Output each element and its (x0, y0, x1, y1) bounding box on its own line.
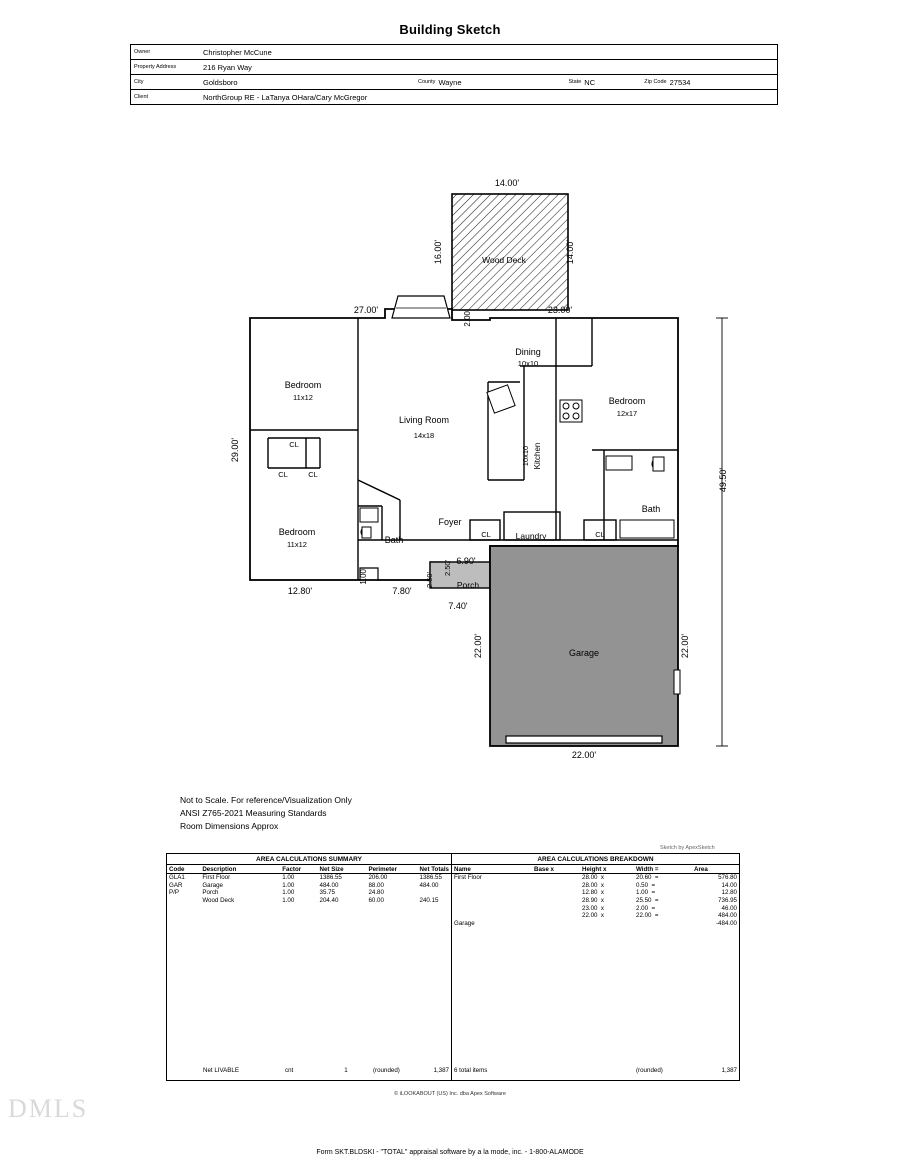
county-value: Wayne (438, 77, 462, 87)
room-label-bedroom-1: Bedroom (284, 380, 322, 390)
cell-perimeter: 88.00 (368, 881, 384, 889)
copyright-notice: © iLOOKABOUT (US) Inc. dba Apex Software (394, 1091, 506, 1097)
breakdown-table (452, 865, 739, 927)
cell-factor: 1.00 (282, 897, 295, 905)
breakdown-caption: AREA CALCULATIONS BREAKDOWN (452, 854, 739, 865)
col-area: Area (692, 865, 739, 874)
cell-net-size: 1386.55 (319, 874, 342, 882)
cell-description: Porch (202, 889, 219, 897)
room-label-foyer: Foyer (438, 517, 462, 527)
cell-width: 20.60 = (636, 874, 659, 882)
dim-top-right: 23.00' (547, 305, 573, 315)
cell-width: 1.00 = (636, 889, 656, 897)
table-row (452, 874, 739, 882)
cell-height: 28.00 x (582, 881, 605, 889)
room-label-bedroom-3: Bedroom (608, 396, 646, 406)
cell-area: 484.00 (718, 912, 737, 920)
table-row (167, 897, 451, 905)
header-row-client (131, 90, 777, 104)
table-row (452, 882, 739, 890)
property-header-table (130, 44, 778, 105)
porch-shape (430, 562, 490, 590)
overall-dimension-line (716, 318, 728, 746)
summary-header-row (167, 865, 451, 874)
cell-code (167, 897, 200, 905)
watermark: DMLS (8, 1094, 89, 1123)
summary-caption: AREA CALCULATIONS SUMMARY (167, 854, 451, 865)
closet-label-3: CL (308, 470, 318, 479)
cell-width: 2.00 = (636, 904, 656, 912)
col-factor: Factor (280, 865, 317, 874)
area-calculations-summary (167, 854, 452, 1080)
wood-deck-shape (452, 194, 568, 310)
room-label-garage: Garage (568, 648, 600, 658)
room-dims-living-room: 14x18 (413, 431, 435, 440)
closet-label-5: CL (595, 530, 605, 539)
room-label-bedroom-2: Bedroom (278, 527, 316, 537)
table-row (452, 912, 739, 920)
summary-table (167, 865, 451, 904)
cell-code: GLA1 (169, 874, 185, 882)
property-address-label: Property Address (134, 64, 177, 70)
cell-factor: 1.00 (282, 874, 295, 882)
cell-description: Wood Deck (202, 897, 235, 905)
zip-value: 27534 (669, 77, 691, 87)
state-label: State (568, 79, 582, 85)
dim-notch: 2.00' (463, 309, 472, 327)
building-sketch-drawing (0, 150, 900, 780)
cell-area: 46.00 (721, 904, 737, 912)
table-row (167, 889, 451, 897)
cell-net-size: 204.40 (319, 897, 339, 905)
cell-factor: 1.00 (282, 881, 295, 889)
cell-net-size: 35.75 (319, 889, 335, 897)
cell-height: 28.00 x (582, 874, 605, 882)
garage-shape (490, 546, 680, 746)
property-address-value: 216 Ryan Way (203, 62, 252, 72)
footer-unit: cnt (285, 1066, 294, 1074)
county-label: County (418, 79, 436, 85)
header-row-city (131, 75, 777, 90)
dim-garage-left: 22.00' (473, 633, 483, 659)
col-base: Base x (532, 865, 580, 874)
col-net-totals: Net Totals (419, 865, 449, 873)
cell-name: Garage (454, 919, 475, 927)
footer-rounded: (rounded) (636, 1066, 663, 1074)
cell-height: 23.00 x (582, 904, 605, 912)
note-line-3: Room Dimensions Approx (180, 821, 279, 831)
owner-value: Christopher McCune (203, 47, 272, 57)
cell-perimeter: 60.00 (368, 897, 384, 905)
cell-net-totals: 484.00 (419, 881, 439, 889)
cell-factor: 1.00 (282, 889, 295, 897)
dim-right-side: 49.50' (718, 467, 728, 493)
footer-total-items: 6 total items (454, 1066, 488, 1074)
note-line-2: ANSI Z765-2021 Measuring Standards (180, 808, 327, 818)
table-row (452, 920, 739, 928)
cell-area: -484.00 (716, 919, 737, 927)
cell-area: 736.95 (718, 897, 737, 905)
room-label-dining: Dining (515, 347, 541, 357)
closet-label-2: CL (278, 470, 288, 479)
dim-bottom-mid: 7.80' (392, 586, 412, 596)
cell-description: First Floor (202, 874, 231, 882)
dim-porch-top: 6.90' (456, 556, 476, 566)
cell-code: GAR (169, 881, 183, 889)
cell-perimeter: 24.80 (368, 889, 384, 897)
table-row (452, 889, 739, 897)
client-label: Client (134, 94, 149, 100)
dim-step-2: 2.50' (425, 571, 434, 589)
sketch-credit: Sketch by ApexSketch (660, 845, 715, 851)
dim-bottom-left: 12.80' (287, 586, 313, 596)
dim-step-3: 2.50' (443, 559, 452, 577)
header-row-address (131, 60, 777, 75)
cell-width: 25.50 = (636, 897, 659, 905)
col-height: Height x (580, 865, 634, 874)
footer-total: 1,387 (433, 1066, 449, 1074)
note-line-1: Not to Scale. For reference/Visualization Only (180, 795, 352, 805)
header-row-owner (131, 45, 777, 60)
room-dims-bedroom-3: 12x17 (616, 409, 638, 418)
table-row (167, 874, 451, 882)
room-dims-bedroom-2: 11x12 (287, 540, 307, 549)
city-value: Goldsboro (203, 77, 238, 87)
table-row (452, 897, 739, 905)
area-calculations-panel (166, 853, 740, 1081)
dim-deck-top: 14.00' (494, 178, 520, 188)
footer-label: Net LIVABLE (203, 1066, 239, 1074)
cell-description: Garage (202, 881, 223, 889)
dim-top-left: 27.00' (353, 305, 379, 315)
dim-porch-bottom: 7.40' (448, 601, 468, 611)
dim-step-1: 1.00' (359, 567, 368, 585)
summary-footer (167, 1066, 451, 1074)
room-dims-dining: 10x10 (517, 359, 539, 368)
footer-total: 1,387 (721, 1066, 737, 1074)
closet-label-1: CL (289, 440, 299, 449)
col-perimeter: Perimeter (366, 865, 417, 874)
zip-label: Zip Code (644, 79, 667, 85)
room-label-porch: Porch (456, 580, 480, 590)
room-label-laundry: Laundry (515, 531, 547, 541)
cell-height: 12.80 x (582, 889, 605, 897)
footer-count: 1 (344, 1066, 348, 1074)
col-net-size: Net Size (318, 865, 367, 874)
cell-net-totals: 240.15 (419, 897, 439, 905)
entry-landing (392, 296, 450, 318)
cell-name: First Floor (454, 874, 482, 882)
dim-left-side: 29.00' (230, 437, 240, 463)
footer-rounded: (rounded) (373, 1066, 400, 1074)
form-footer: Form SKT.BLDSKI - "TOTAL" appraisal software by a la mode, inc. - 1-800-ALAMODE (316, 1149, 584, 1156)
cell-width: 0.50 = (636, 881, 656, 889)
cell-height: 22.00 x (582, 912, 605, 920)
cell-net-totals: 1386.55 (419, 874, 442, 882)
breakdown-footer (452, 1066, 739, 1074)
room-label-wood-deck: Wood Deck (482, 255, 526, 265)
dim-garage-bottom: 22.00' (571, 750, 597, 760)
room-label-bath-2: Bath (641, 504, 661, 514)
table-row (167, 882, 451, 890)
cell-width: 22.00 = (636, 912, 659, 920)
cell-net-size: 484.00 (319, 881, 339, 889)
table-row (452, 904, 739, 912)
cell-area: 12.80 (721, 889, 737, 897)
cell-area: 14.00 (721, 881, 737, 889)
col-width: Width = (634, 865, 692, 874)
dim-garage-right: 22.00' (680, 633, 690, 659)
state-value: NC (584, 77, 596, 87)
room-label-bath-1: Bath (384, 535, 404, 545)
cell-code: P/P (169, 889, 179, 897)
page-title: Building Sketch (399, 22, 501, 37)
room-dims-kitchen: 10x10 (521, 445, 530, 467)
room-label-kitchen: Kitchen (533, 442, 542, 470)
cell-net-totals (418, 889, 451, 897)
col-code: Code (167, 865, 200, 874)
sketch-notes (180, 794, 352, 833)
closet-label-4: CL (481, 530, 491, 539)
room-label-living-room: Living Room (398, 415, 450, 425)
dim-deck-right: 14.00' (565, 239, 575, 265)
room-dims-bedroom-1: 11x12 (293, 393, 313, 402)
col-description: Description (200, 865, 280, 874)
cell-perimeter: 206.00 (368, 874, 388, 882)
dim-deck-left: 16.00' (433, 239, 443, 265)
cell-area: 576.80 (718, 874, 737, 882)
breakdown-header-row (452, 865, 739, 874)
area-calculations-breakdown (452, 854, 739, 1080)
city-label: City (134, 79, 144, 85)
cell-height: 28.90 x (582, 897, 605, 905)
owner-label: Owner (134, 49, 151, 55)
col-name: Name (452, 865, 532, 874)
client-value: NorthGroup RE - LaTanya OHara/Cary McGregor (203, 92, 368, 102)
